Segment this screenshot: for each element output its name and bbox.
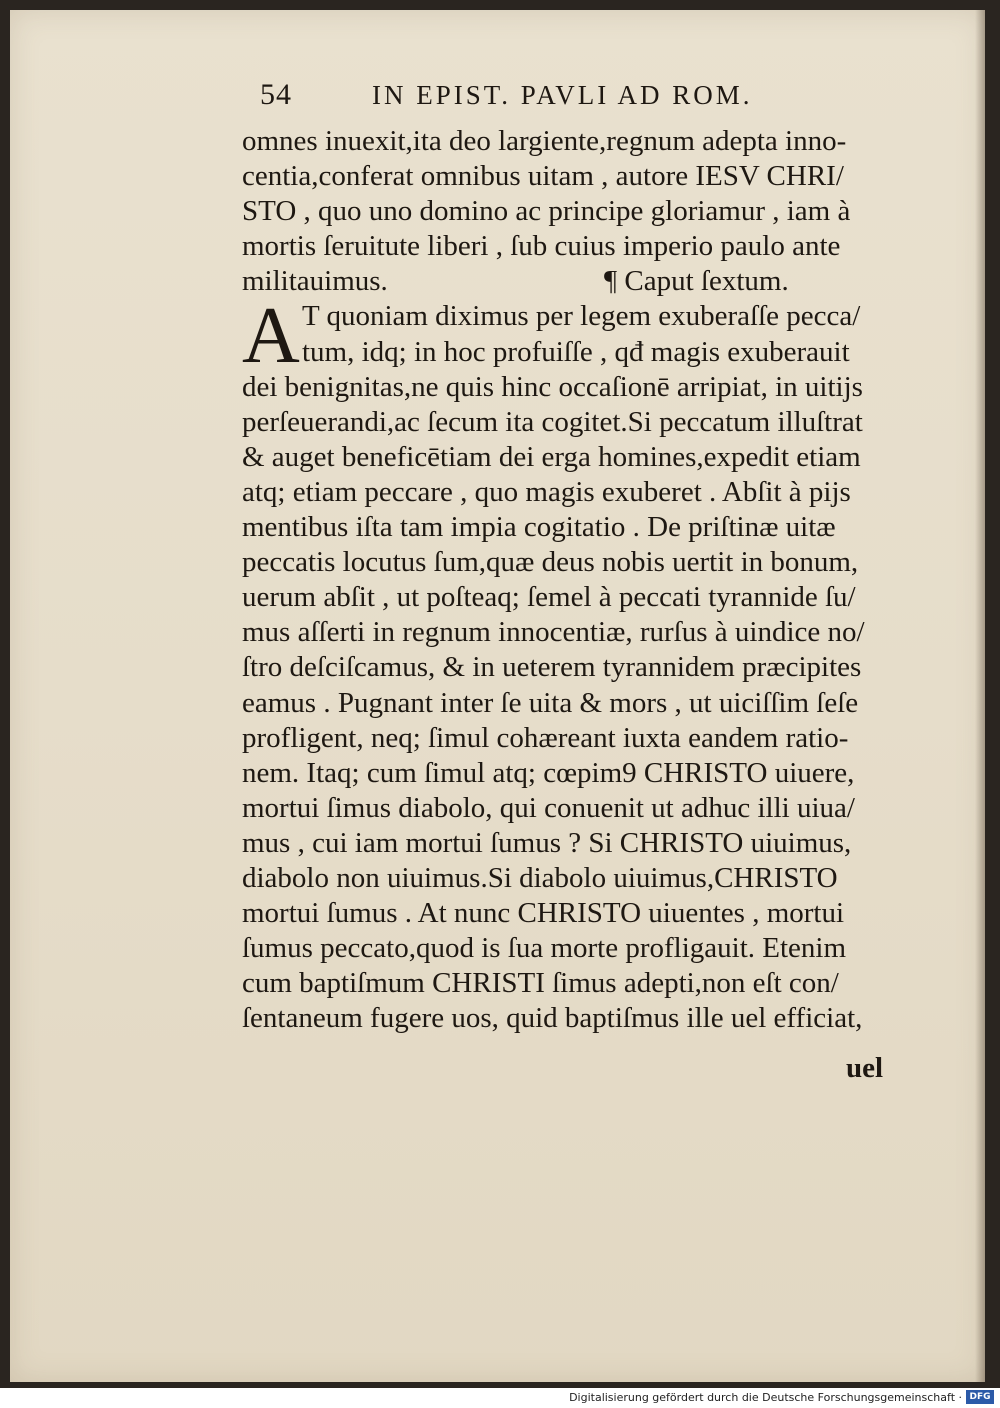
text-line: STO , quo uno domino ac principe gloriamur , iam à xyxy=(242,195,851,228)
text-line: uerum abſit , ut poſteaq; ſemel à peccati tyrannide ſu/ xyxy=(242,581,856,614)
text-block xyxy=(242,124,892,1036)
digitization-footer xyxy=(0,1388,1000,1408)
text-line: omnes inuexit,ita deo largiente,regnum adepta inno- xyxy=(242,125,847,157)
text-line: mus , cui iam mortui ſumus ? Si CHRISTO uiuimus, xyxy=(242,826,852,859)
funding-credit: Digitalisierung gefördert durch die Deutsche Forschungsgemeinschaft · xyxy=(569,1391,962,1404)
text-line: militauimus. xyxy=(242,265,388,298)
text-line: ſentaneum fugere uos, quid baptiſmus ille uel efficiat, xyxy=(242,1002,863,1035)
running-title: IN EPIST. PAVLI AD ROM. xyxy=(372,80,753,110)
text-line: cum baptiſmum CHRISTI ſimus adepti,non eſt con/ xyxy=(242,967,839,1000)
page-edge-shadow xyxy=(975,10,985,1382)
text-line: & auget beneficētiam dei erga homines,expedit etiam xyxy=(242,440,861,473)
page-number: 54 xyxy=(260,78,292,111)
drop-cap-initial: A xyxy=(242,292,300,380)
text-line: eamus . Pugnant inter ſe uita & mors , ut uiciſſim ſeſe xyxy=(242,686,859,719)
running-head xyxy=(260,78,840,118)
chapter-heading: ¶ Caput ſextum. xyxy=(604,265,789,298)
catchword: uel xyxy=(846,1052,884,1084)
text-line: dei benignitas,ne quis hinc occaſionē arripiat, in uitijs xyxy=(242,370,863,403)
text-line: nem. Itaq; cum ſimul atq; cœpim9 CHRISTO uiuere, xyxy=(242,756,855,789)
text-line: mortis ſeruitute liberi , ſub cuius imperio paulo ante xyxy=(242,230,841,263)
text-line: centia,conferat omnibus uitam , autore IESV CHRI/ xyxy=(242,160,844,193)
dfg-logo: DFG xyxy=(966,1390,994,1404)
text-line-with-heading xyxy=(242,264,892,299)
text-line: mortui ſimus diabolo, qui conuenit ut adhuc illi uiua/ xyxy=(242,791,855,824)
text-line: ſumus peccato,quod is ſua morte profligauit. Etenim xyxy=(242,932,847,965)
text-line: peccatis locutus ſum,quæ deus nobis uertit in bonum, xyxy=(242,546,859,579)
text-line: atq; etiam peccare , quo magis exuberet . Abſit à pijs xyxy=(242,475,851,508)
text-line: diabolo non uiuimus.Si diabolo uiuimus,CHRISTO xyxy=(242,861,838,894)
text-line: T quoniam diximus per legem exuberaſſe pecca/ xyxy=(302,300,861,333)
text-line: ſtro deſciſcamus, & in ueterem tyrannidem præcipites xyxy=(242,651,862,684)
text-line: mentibus iſta tam impia cogitatio . De priſtinæ uitæ xyxy=(242,511,836,544)
text-line: mus aſſerti in regnum innocentiæ, rurſus à uindice no/ xyxy=(242,616,865,649)
text-line: mortui ſumus . At nunc CHRISTO uiuentes , mortui xyxy=(242,897,845,930)
text-line: perſeuerandi,ac ſecum ita cogitet.Si peccatum illuſtrat xyxy=(242,405,863,438)
text-line: tum, idq; in hoc profuiſſe , qđ magis exuberauit xyxy=(302,335,850,368)
text-line: profligent, neq; ſimul cohæreant iuxta eandem ratio- xyxy=(242,721,849,754)
